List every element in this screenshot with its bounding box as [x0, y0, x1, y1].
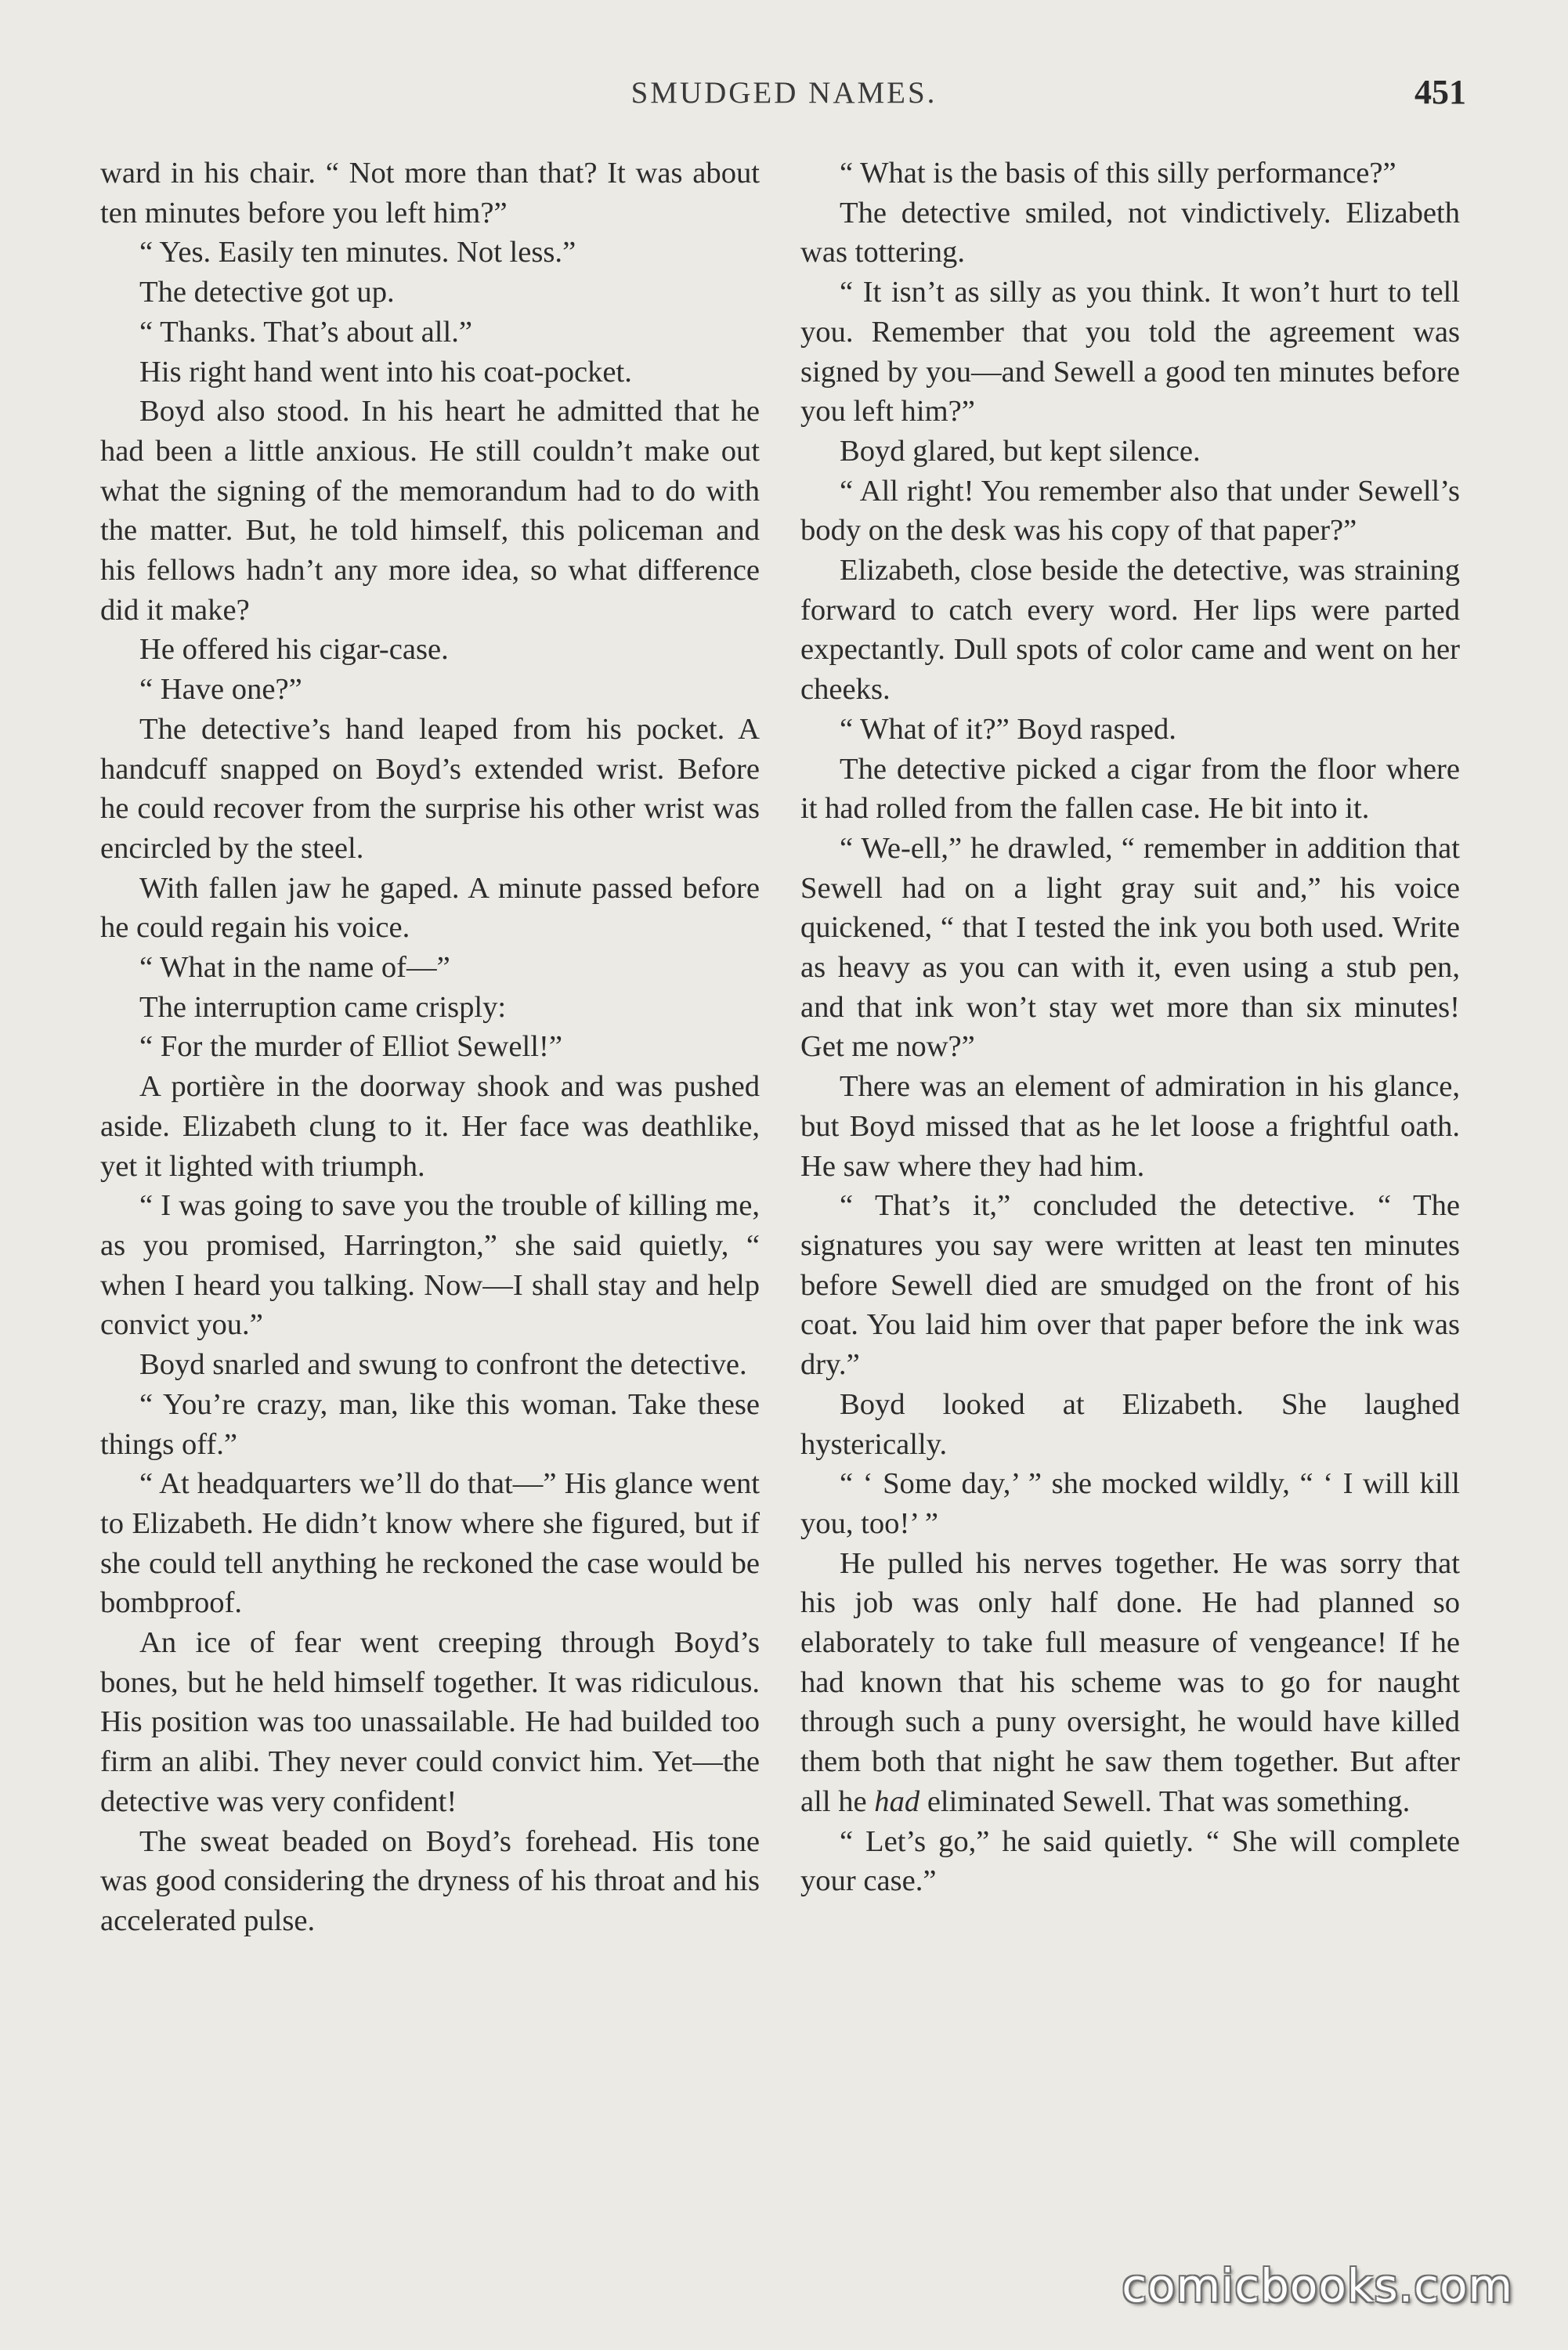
emphasis-text: had	[874, 1784, 920, 1818]
paragraph: “ That’s it,” concluded the detective. “ The signatures you say were written at least ten minutes before Sewell died are smudged on the front of his coat. You laid him over that paper before the ink was dry.”	[800, 1189, 1460, 1382]
paragraph: Boyd looked at Elizabeth. She laughed hysterically.	[800, 1387, 1460, 1461]
paragraph: “ You’re crazy, man, like this woman. Take these things off.”	[100, 1387, 760, 1461]
paragraph: “ ‘ Some day,’ ” she mocked wildly, “ ‘ I will kill you, too!’ ”	[800, 1467, 1460, 1540]
paragraph: The detective smiled, not vindictively. Elizabeth was tottering.	[800, 196, 1460, 269]
paragraph: “ For the murder of Elliot Sewell!”	[139, 1030, 562, 1064]
paragraph: A portière in the doorway shook and was pushed aside. Elizabeth clung to it. Her face was deathlike, yet it lighted with triumph.	[100, 1070, 760, 1183]
paragraph: An ice of fear went creeping through Boyd’s bones, but he held himself together. It was ridiculous. His position was too unassailable. He had builded too firm an alibi. They never could convict him. Yet—the detective was very confident!	[100, 1626, 760, 1818]
paragraph: “ Yes. Easily ten minutes. Not less.”	[139, 236, 576, 269]
paragraph: “ What of it?” Boyd rasped.	[840, 712, 1176, 746]
left-column	[100, 154, 760, 1941]
paragraph: Boyd also stood. In his heart he admitted that he had been a little anxious. He still couldn’t make out what the signing of the memorandum had to do with the matter. But, he told himself, this policeman and his fellows hadn’t any more idea, so what difference did it make?	[100, 395, 760, 627]
paragraph: Boyd snarled and swung to confront the detective.	[139, 1348, 747, 1382]
paragraph: “ What is the basis of this silly performance?”	[840, 157, 1396, 190]
page-header	[102, 75, 1466, 122]
paragraph: “ Thanks. That’s about all.”	[139, 315, 472, 349]
paragraph: Boyd glared, but kept silence.	[840, 434, 1201, 468]
paragraph: “ What in the name of—”	[139, 951, 450, 985]
paragraph: “ Have one?”	[139, 673, 302, 707]
paragraph: With fallen jaw he gaped. A minute passed before he could regain his voice.	[100, 871, 760, 945]
page-number: 451	[1414, 73, 1466, 111]
running-title: SMUDGED NAMES.	[630, 76, 938, 110]
paragraph: “ We-ell,” he drawled, “ remember in addition that Sewell had on a light gray suit and,” his voice quickened, “ that I tested the ink you both used. Write as heavy as you can with it, even using a stub pen, and that ink won’t stay wet more than six minutes! Get me now?”	[800, 831, 1460, 1064]
paragraph: There was an element of admiration in his glance, but Boyd missed that as he let loose a frightful oath. He saw where they had him.	[800, 1070, 1460, 1183]
paragraph: The detective picked a cigar from the floor where it had rolled from the fallen case. He bit into it.	[800, 752, 1460, 826]
right-column	[800, 154, 1460, 1901]
paragraph: The interruption came crisply:	[139, 990, 507, 1024]
paragraph: “ At headquarters we’ll do that—” His glance went to Elizabeth. He didn’t know where she figured, but if she could tell anything he reckoned the case would be bombproof.	[100, 1467, 760, 1620]
paragraph	[800, 1544, 1460, 1822]
paragraph-text: eliminated Sewell. That was something.	[927, 1784, 1411, 1818]
paragraph: “ I was going to save you the trouble of killing me, as you promised, Harrington,” she said quietly, “ when I heard you talking. Now—I shall stay and help convict you.”	[100, 1189, 760, 1342]
paragraph: Elizabeth, close beside the detective, was straining forward to catch every word. Her lips were parted expectantly. Dull spots of color came and went on her cheeks.	[800, 554, 1460, 707]
paragraph: ward in his chair. “ Not more than that? It was about ten minutes before you left him?”	[100, 157, 760, 230]
watermark: comicbooks.com	[1122, 2259, 1513, 2312]
paragraph: “ Let’s go,” he said quietly. “ She will complete your case.”	[800, 1824, 1460, 1898]
paragraph: The detective got up.	[139, 276, 395, 309]
paragraph: “ It isn’t as silly as you think. It won’t hurt to tell you. Remember that you told the agreement was signed by you—and Sewell a good ten minutes before you left him?”	[800, 276, 1460, 428]
paragraph: He offered his cigar-case.	[139, 633, 449, 667]
paragraph: The detective’s hand leaped from his pocket. A handcuff snapped on Boyd’s extended wrist. Before he could recover from the surprise his other wrist was encircled by the steel.	[100, 712, 760, 865]
paragraph: His right hand went into his coat-pocket.	[139, 355, 632, 389]
paragraph: The sweat beaded on Boyd’s forehead. His tone was good considering the dryness of his throat and his accelerated pulse.	[100, 1824, 760, 1937]
paragraph: “ All right! You remember also that under Sewell’s body on the desk was his copy of that paper?”	[800, 474, 1460, 548]
paragraph-text: He pulled his nerves together. He was sorry that his job was only half done. He had planned so elaborately to take full measure of vengeance! If he had known that his scheme was to go for naught through such a puny oversight, he would have killed them both that night he saw them together. But after all he	[800, 1546, 1460, 1818]
